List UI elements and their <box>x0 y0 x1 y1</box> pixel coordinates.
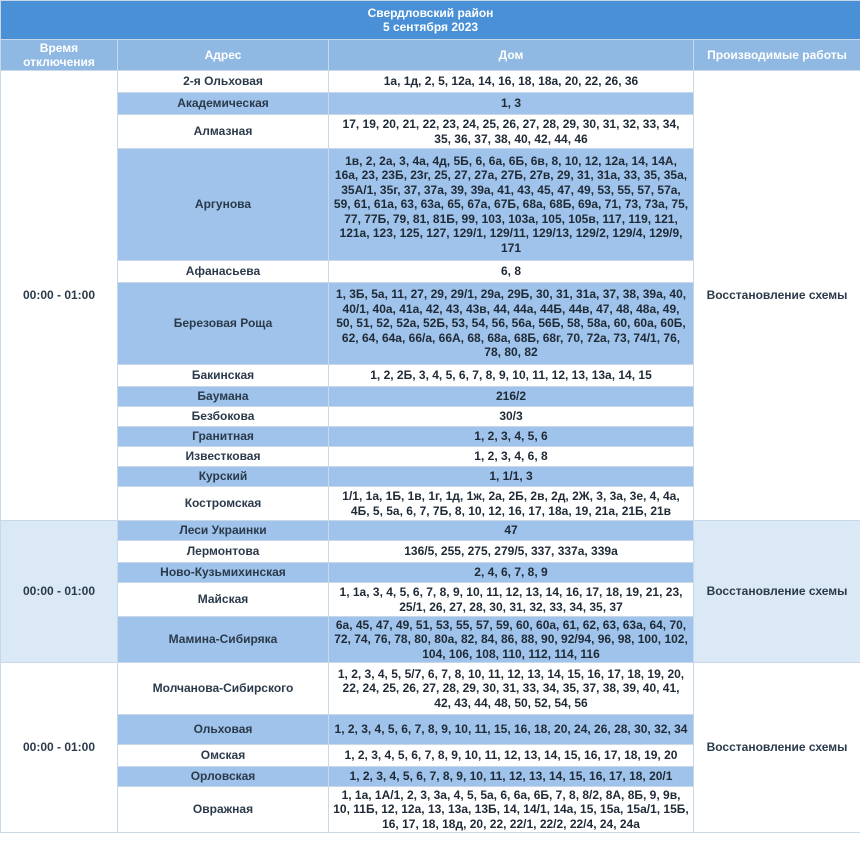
house-numbers: 1, 2, 3, 4, 5, 6 <box>329 427 694 447</box>
street-name: Известковая <box>118 447 329 467</box>
house-numbers: 30/3 <box>329 407 694 427</box>
work-type: Восстановление схемы <box>694 663 860 833</box>
district-title: Свердловский район <box>367 5 494 20</box>
house-numbers: 1в, 2, 2а, 3, 4а, 4д, 5Б, 6, 6а, 6Б, 6в, 8, 10, 12, 12а, 14, 14А, 16а, 23, 23Б, 23г, 25, 27, 27а, 27Б, 27в, 29, 31, 31а, 33, 35, 35а, 35А/1, 35г, 37, 37а, 39, 39а, 41, 43, 45, 47, 49, 53, 55, 57, 57а, 59, 61, 61а, 63, 63а, 65, 67а, 67Б, 68а, 68Б, 69а, 71, 73, 73а, 75, 77, 77Б, 79, 81, 81Б, 99, 103, 103а, 105, 105в, 117, 119, 121, 121а, 123, 125, 127, 129/1, 129/11, 129/13, 129/2, 129/4, 129/9, 171 <box>329 149 694 261</box>
house-numbers: 1, 2, 3, 4, 5, 6, 7, 8, 9, 10, 11, 12, 13, 14, 15, 16, 17, 18, 20/1 <box>329 767 694 787</box>
street-name: Безбокова <box>118 407 329 427</box>
table-body <box>1 71 860 833</box>
work-type: Восстановление схемы <box>694 71 860 521</box>
street-name: Лермонтова <box>118 541 329 563</box>
street-name: Афанасьева <box>118 261 329 283</box>
house-numbers: 1, 2, 2Б, 3, 4, 5, 6, 7, 8, 9, 10, 11, 12, 13, 13а, 14, 15 <box>329 365 694 387</box>
house-numbers: 2, 4, 6, 7, 8, 9 <box>329 563 694 583</box>
street-name: Баумана <box>118 387 329 407</box>
street-name: Гранитная <box>118 427 329 447</box>
street-name: Овражная <box>118 787 329 833</box>
street-name: Орловская <box>118 767 329 787</box>
date-title: 5 сентября 2023 <box>382 20 479 34</box>
house-numbers: 1, 2, 3, 4, 5, 5/7, 6, 7, 8, 10, 11, 12, 13, 14, 15, 16, 17, 18, 19, 20, 22, 24, 25, 26, 27, 28, 29, 30, 31, 33, 34, 35, 37, 38, 39, 40, 41, 42, 43, 44, 48, 50, 52, 54, 56 <box>329 663 694 715</box>
house-numbers: 1, 3Б, 5а, 11, 27, 29, 29/1, 29а, 29Б, 30, 31, 31а, 37, 38, 39а, 40, 40/1, 40а, 41а, 42, 43, 43в, 44, 44а, 44Б, 44в, 47, 48, 48а, 49, 50, 51, 52, 52а, 52Б, 53, 54, 56, 56а, 56Б, 58, 58а, 60, 60а, 60Б, 62, 64, 64а, 66/а, 66А, 68, 68а, 68Б, 68г, 70, 72а, 73, 74/1, 76, 78, 80, 82 <box>329 283 694 365</box>
work-type: Восстановление схемы <box>694 521 860 663</box>
table-row <box>1 521 860 541</box>
street-name: Ново-Кузьмихинская <box>118 563 329 583</box>
house-numbers: 1а, 1д, 2, 5, 12а, 14, 16, 18, 18а, 20, 22, 26, 36 <box>329 71 694 93</box>
house-numbers: 136/5, 255, 275, 279/5, 337, 337а, 339а <box>329 541 694 563</box>
street-name: Курский <box>118 467 329 487</box>
house-numbers: 1, 1/1, 3 <box>329 467 694 487</box>
street-name: Леси Украинки <box>118 521 329 541</box>
house-numbers: 1, 2, 3, 4, 5, 6, 7, 8, 9, 10, 11, 15, 16, 18, 20, 24, 26, 28, 30, 32, 34 <box>329 715 694 745</box>
street-name: Омская <box>118 745 329 767</box>
house-numbers: 216/2 <box>329 387 694 407</box>
column-header-time: Время отключения <box>1 40 118 71</box>
table-row <box>1 71 860 93</box>
street-name: Бакинская <box>118 365 329 387</box>
table-row <box>1 663 860 715</box>
outage-time: 00:00 - 01:00 <box>1 71 118 521</box>
house-numbers: 1, 2, 3, 4, 6, 8 <box>329 447 694 467</box>
street-name: Академическая <box>118 93 329 115</box>
street-name: Молчанова-Сибирского <box>118 663 329 715</box>
street-name: Алмазная <box>118 115 329 149</box>
house-numbers: 1, 3 <box>329 93 694 115</box>
column-header-work: Производимые работы <box>694 40 860 71</box>
column-header-address: Адрес <box>118 40 329 71</box>
house-numbers: 6а, 45, 47, 49, 51, 53, 55, 57, 59, 60, 60а, 61, 62, 63, 63а, 64, 70, 72, 74, 76, 78, 80, 80а, 82, 84, 86, 88, 90, 92/94, 96, 98, 100, 102, 104, 106, 108, 110, 112, 114, 116 <box>329 617 694 663</box>
house-numbers: 1, 1а, 1А/1, 2, 3, 3а, 4, 5, 5а, 6, 6а, 6Б, 7, 8, 8/2, 8А, 8Б, 9, 9в, 10, 11Б, 12, 12а, 13, 13а, 13Б, 14, 14/1, 14а, 15, 15а, 15а/1, 15Б, 16, 17, 18, 18д, 20, 22, 22/1, 22/2, 22/4, 24, 24а <box>329 787 694 833</box>
table-title <box>1 1 860 40</box>
street-name: 2-я Ольховая <box>118 71 329 93</box>
street-name: Ольховая <box>118 715 329 745</box>
street-name: Березовая Роща <box>118 283 329 365</box>
house-numbers: 6, 8 <box>329 261 694 283</box>
house-numbers: 1, 1а, 3, 4, 5, 6, 7, 8, 9, 10, 11, 12, 13, 14, 16, 17, 18, 19, 21, 23, 25/1, 26, 27, 28, 30, 31, 32, 33, 34, 35, 37 <box>329 583 694 617</box>
house-numbers: 1/1, 1а, 1Б, 1в, 1г, 1д, 1ж, 2а, 2Б, 2в, 2д, 2Ж, 3, 3а, 3е, 4, 4а, 4Б, 5, 5а, 6, 7, 7Б, 8, 10, 12, 16, 17, 18а, 19, 21а, 21Б, 21в <box>329 487 694 521</box>
street-name: Аргунова <box>118 149 329 261</box>
street-name: Костромская <box>118 487 329 521</box>
house-numbers: 47 <box>329 521 694 541</box>
column-header-house: Дом <box>329 40 694 71</box>
house-numbers: 17, 19, 20, 21, 22, 23, 24, 25, 26, 27, 28, 29, 30, 31, 32, 33, 34, 35, 36, 37, 38, 40, 42, 44, 46 <box>329 115 694 149</box>
street-name: Майская <box>118 583 329 617</box>
outage-time: 00:00 - 01:00 <box>1 521 118 663</box>
outage-time: 00:00 - 01:00 <box>1 663 118 833</box>
house-numbers: 1, 2, 3, 4, 5, 6, 7, 8, 9, 10, 11, 12, 13, 14, 15, 16, 17, 18, 19, 20 <box>329 745 694 767</box>
street-name: Мамина-Сибиряка <box>118 617 329 663</box>
